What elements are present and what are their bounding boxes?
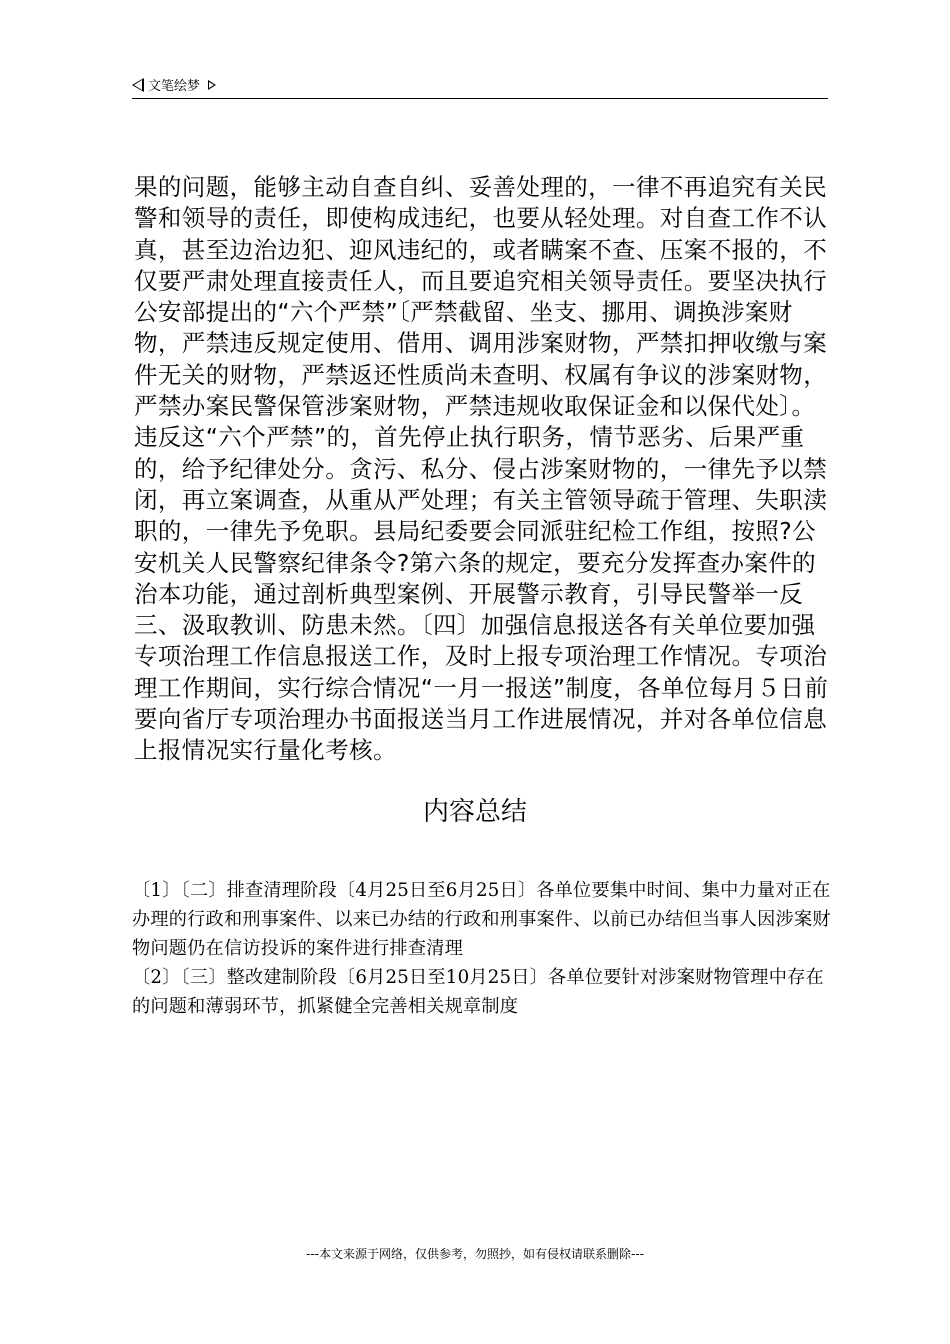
header-brand (132, 76, 216, 96)
summary-title: 内容总结 (422, 797, 527, 827)
summary-list (132, 876, 832, 1021)
body-paragraph: 果的问题，能够主动自查自纠、妥善处理的，一律不再追究有关民警和领导的责任，即使构成违纪，也要从轻处理。对自查工作不认真，甚至边治边犯、迎风违纪的，或者瞒案不查、压案不报的，不仅要严肃处理直接责任人，而且要追究相关领导责任。要坚决执行公安部提出的“六个严禁”〔严禁截留、坐支、挪用、调换涉案财物，严禁违反规定使用、借用、调用涉案财物，严禁扣押收缴与案件无关的财物，严禁返还性质尚未查明、权属有争议的涉案财物，严禁办案民警保管涉案财物，严禁违规收取保证金和以保代处〕。违反这“六个严禁”的，首先停止执行职务，情节恶劣、后果严重的，给予纪律处分。贪污、私分、侵占涉案财物的，一律先予以禁闭，再立案调查，从重从严处理；有关主管领导疏于管理、失职渎职的，一律先予免职。县局纪委要会同派驻纪检工作组，按照?公安机关人民警察纪律条令?第六条的规定，要充分发挥查办案件的治本功能，通过剖析典型案例、开展警示教育，引导民警举一反三、汲取教训、防患未然。〔四〕加强信息报送各有关单位要加强专项治理工作信息报送工作，及时上报专项治理工作情况。专项治理工作期间，实行综合情况“一月一报送”制度，各单位每月５日前要向省厅专项治理办书面报送当月工作进展情况，并对各单位信息上报情况实行量化考核。 (134, 173, 829, 765)
brand-label: 文笔绘梦 (148, 79, 201, 94)
triangle-left-icon (132, 78, 144, 92)
footer-notice: ---本文来源于网络，仅供参考，勿照抄，如有侵权请联系删除--- (306, 1247, 644, 1261)
triangle-right-icon (208, 80, 216, 90)
summary-item-1: 〔1〕〔二〕排查清理阶段〔4月25日至6月25日〕各单位要集中时间、集中力量对正在办理的行政和刑事案件、以来已办结的行政和刑事案件、以前已办结但当事人因涉案财物问题仍在信访投诉的案件进行排查清理 (132, 880, 831, 959)
summary-item-2: 〔2〕〔三〕整改建制阶段〔6月25日至10月25日〕各单位要针对涉案财物管理中存在的问题和薄弱环节，抓紧健全完善相关规章制度 (132, 967, 824, 1017)
page-header (132, 74, 828, 99)
